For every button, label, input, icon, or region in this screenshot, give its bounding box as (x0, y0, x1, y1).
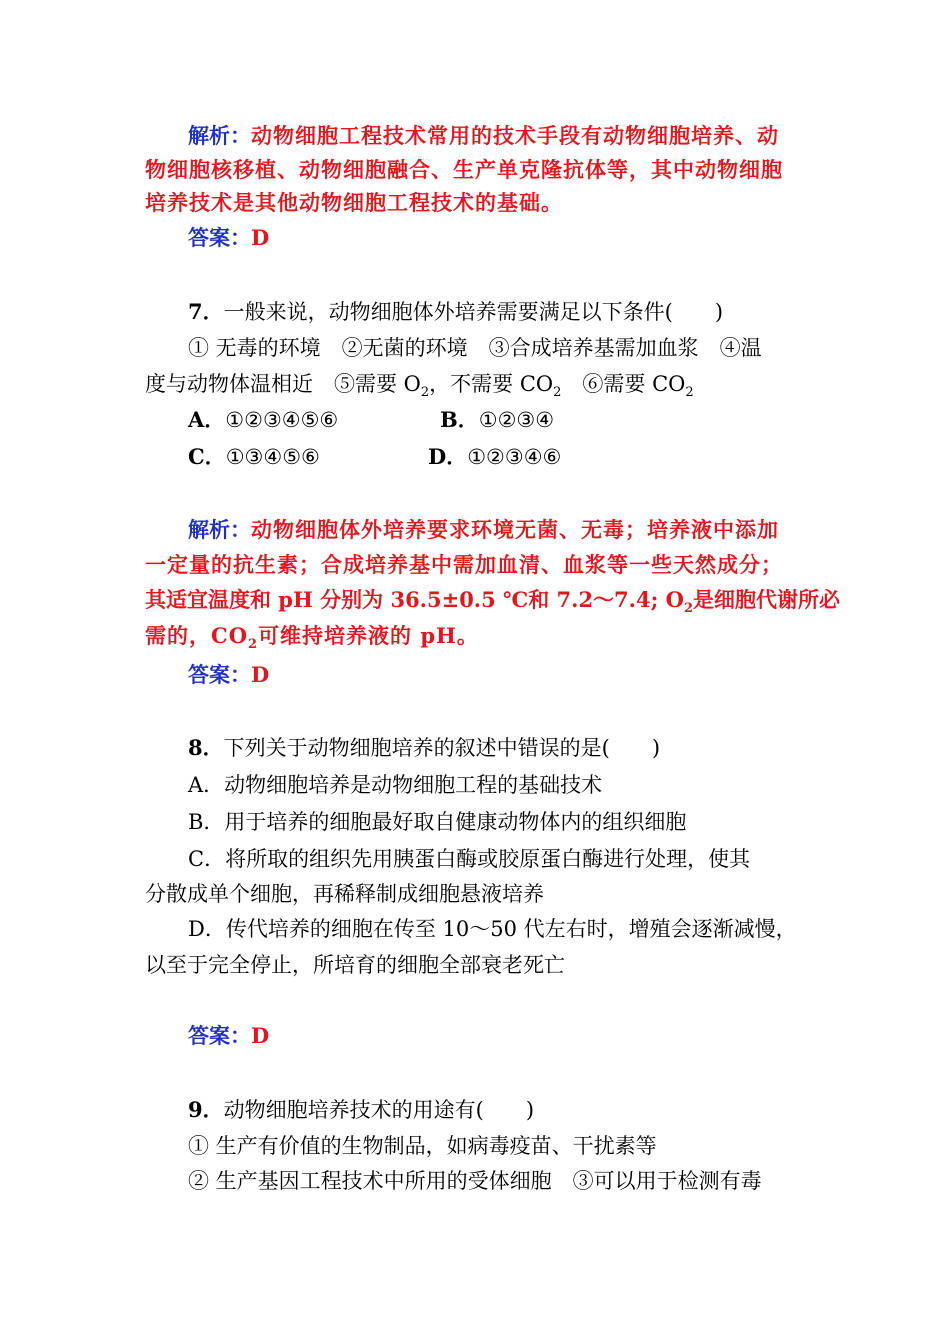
question-text: 下列关于动物细胞培养的叙述中错误的是( ) (223, 736, 661, 760)
analysis-2-line-2: 一定量的抗生素；合成培养基中需加血清、血浆等一些天然成分； (145, 552, 783, 577)
option-a-label: A． (188, 407, 226, 432)
answer-label: 答案： (188, 225, 251, 250)
question-8-option-d-line-1: D．传代培养的细胞在传至 10～50 代左右时，增殖会逐渐减慢， (188, 917, 797, 941)
answer-value: D (251, 225, 270, 250)
question-7-stem (188, 297, 828, 327)
answer-3 (188, 1021, 828, 1051)
option-b (440, 405, 554, 435)
option-d-label: D． (428, 444, 468, 469)
option-d (428, 442, 561, 472)
answer-label: 答案： (188, 1023, 251, 1048)
subscript: 2 (685, 385, 694, 401)
question-9-stem (188, 1095, 828, 1125)
subscript: 2 (248, 637, 259, 653)
option-a-text: ①②③④⑤⑥ (225, 408, 339, 432)
question-text: 一般来说，动物细胞体外培养需要满足以下条件( ) (223, 300, 724, 324)
question-8-option-c-line-2: 分散成单个细胞，再稀释制成细胞悬液培养 (145, 882, 544, 906)
question-number: 9． (188, 1097, 224, 1122)
subscript: 2 (683, 601, 693, 617)
analysis-text: 是细胞代谢所必 (693, 587, 840, 612)
condition-text: 度与动物体温相近 ⑤需要 O (145, 372, 421, 396)
question-7-conditions-2 (145, 369, 825, 399)
question-8-stem (188, 733, 828, 763)
condition-text: ⑥需要 CO (561, 372, 686, 396)
condition-text: ，不需要 CO (429, 372, 554, 396)
option-c-text: ①③④⑤⑥ (225, 445, 320, 469)
analysis-label: 解析： (188, 517, 251, 542)
question-number: 8． (188, 735, 224, 760)
question-7-conditions-1: ① 无毒的环境 ②无菌的环境 ③合成培养基需加血浆 ④温 (188, 336, 762, 360)
analysis-1-line-3: 培养技术是其他动物细胞工程技术的基础。 (145, 190, 563, 215)
answer-label: 答案： (188, 662, 251, 687)
analysis-2-line-4 (145, 621, 825, 651)
question-8-option-a: A．动物细胞培养是动物细胞工程的基础技术 (188, 773, 603, 797)
analysis-2-line-1 (188, 515, 828, 545)
question-7-options-ab (188, 405, 828, 435)
question-8-option-d-line-2: 以至于完全停止，所培育的细胞全部衰老死亡 (145, 953, 565, 977)
analysis-1-line-1 (188, 121, 828, 151)
answer-value: D (251, 1023, 270, 1048)
question-number: 7． (188, 299, 224, 324)
option-b-text: ①②③④ (478, 408, 555, 432)
question-9-line-2: ② 生产基因工程技术中所用的受体细胞 ③可以用于检测有毒 (188, 1169, 762, 1193)
question-7-options-cd (188, 442, 828, 472)
question-9-line-1: ① 生产有价值的生物制品，如病毒疫苗、干扰素等 (188, 1134, 657, 1158)
analysis-1-line-2: 物细胞核移植、动物细胞融合、生产单克隆抗体等，其中动物细胞 (145, 157, 783, 182)
subscript: 2 (420, 385, 430, 401)
question-8-option-c-line-1: C．将所取的组织先用胰蛋白酶或胶原蛋白酶进行处理，使其 (188, 847, 751, 871)
option-b-label: B． (440, 407, 479, 432)
question-text: 动物细胞培养技术的用途有( ) (223, 1098, 535, 1122)
question-8-option-b: B．用于培养的细胞最好取自健康动物体内的组织细胞 (188, 810, 687, 834)
analysis-text: 其适宜温度和 pH 分别为 36.5±0.5 ℃和 7.2～7.4; O (145, 587, 684, 612)
analysis-text: 可维持培养液的 pH。 (258, 623, 479, 648)
analysis-text: 动物细胞工程技术常用的技术手段有动物细胞培养、动 (251, 123, 779, 148)
option-d-text: ①②③④⑥ (467, 445, 562, 469)
analysis-label: 解析： (188, 123, 251, 148)
analysis-text: 动物细胞体外培养要求环境无菌、无毒；培养液中添加 (251, 517, 779, 542)
analysis-2-line-3 (145, 585, 840, 617)
option-c-label: C． (188, 444, 226, 469)
subscript: 2 (553, 385, 562, 401)
analysis-text: 需的，CO (145, 623, 249, 648)
answer-1 (188, 223, 828, 253)
answer-value: D (251, 662, 270, 687)
answer-2 (188, 660, 828, 690)
